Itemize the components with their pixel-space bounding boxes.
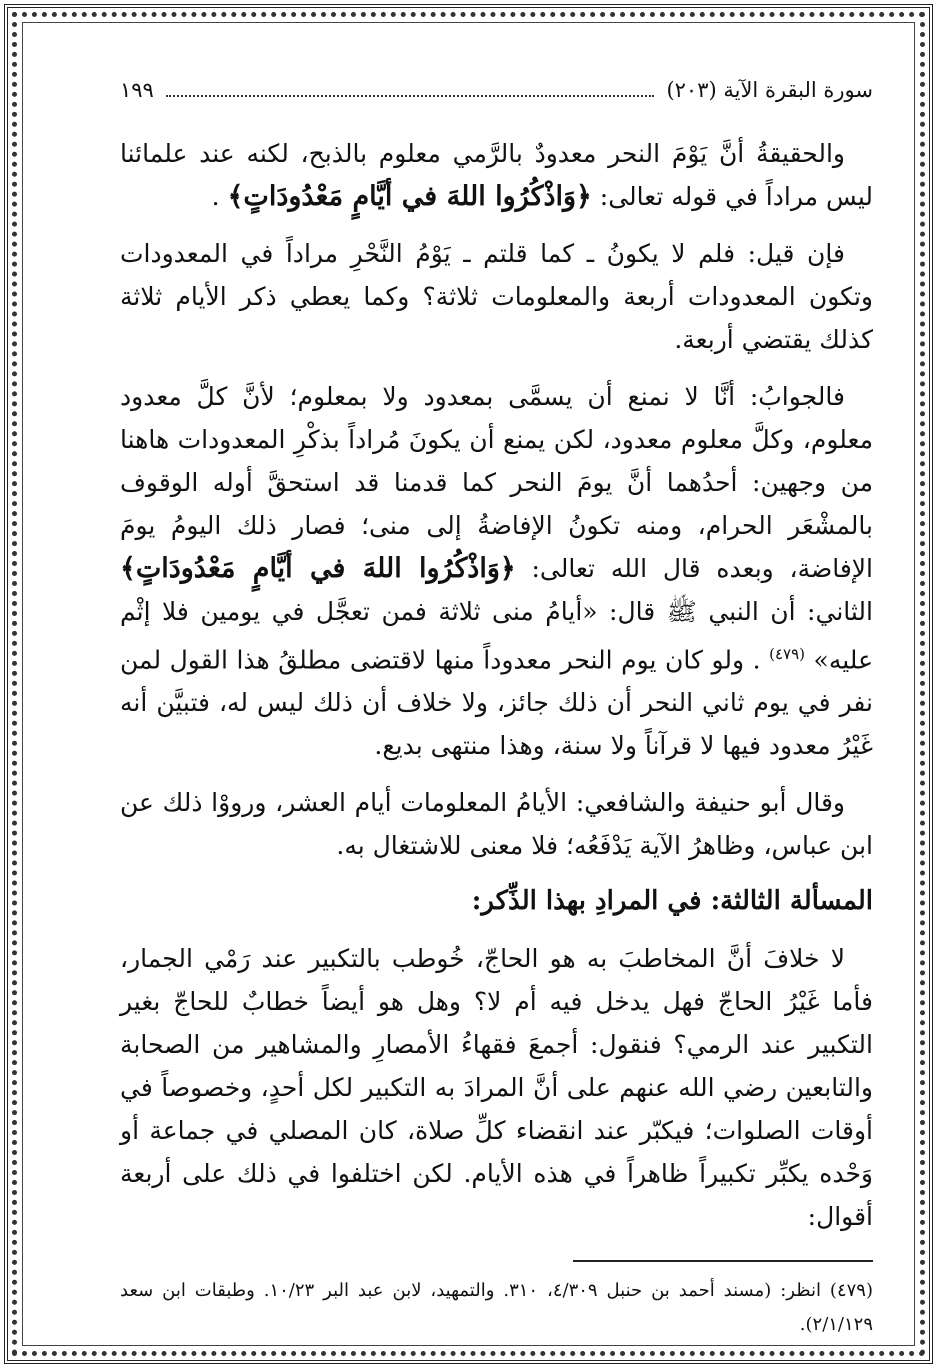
paragraph-3-text-a: فالجوابُ: أنَّا لا نمنع أن يسمَّى بمعدود ولا بمعلوم؛ لأنَّ كلَّ معدود معلوم، وكلَّ معلوم معدود، لكن يمنع أن يكونَ مُراداً بذكْرِ المعدودات هاهنا من وجهين: أحدُهما أنَّ يومَ النحر كما قدمنا قد استحقَّ أوله الوقوف بالمشْعَر الحرام، ومنه تكونُ الإفاضةُ إلى منى؛ فصار ذلك اليومُ يومَ الإفاضة، وبعده قال الله تعالى: [120, 382, 873, 583]
surah-title: سورة البقرة الآية (٢٠٣) [666, 78, 873, 102]
section-heading: المسألة الثالثة: في المرادِ بهذا الذِّكر: [471, 886, 873, 917]
footnote-reference[interactable]: (٤٧٩) [769, 645, 805, 663]
paragraph-2: فإن قيل: فلم لا يكونُ ـ كما قلتم ـ يَوْمُ النَّحْرِ مراداً في المعدودات وتكون المعدودات أربعة والمعلومات ثلاثة؟ وكما يعطي ذكر الأيام ثلاثة كذلك يقتضي أربعة. [120, 239, 873, 354]
paragraph-3 [120, 375, 873, 767]
paragraph-1-text: والحقيقةُ أنَّ يَوْمَ النحر معدودٌ بالرَّمي معلوم بالذبح، لكنه عند علمائنا ليس مراداً في قوله تعالى: [120, 139, 873, 211]
paragraph-3-text-b: الثاني: أن النبي ﷺ قال: «أيامُ منى ثلاثة فمن تعجَّل في يومين فلا إثْم عليه» [120, 597, 873, 675]
footnote-separator [573, 1260, 873, 1262]
paragraph-4: وقال أبو حنيفة والشافعي: الأيامُ المعلومات أيام العشر، ورووْا ذلك عن ابن عباس، وظاهرُ الآية يَدْفَعُه؛ فلا معنى للاشتغال به. [120, 788, 873, 861]
quran-verse-2: ﴿وَاذْكُرُوا اللهَ في أيَّامٍ مَعْدُودَاتٍ﴾ [120, 553, 516, 584]
paragraph-3-text-c: . ولو كان يوم النحر معدوداً منها لاقتضى مطلقُ هذا القول لمن نفر في يوم ثاني النحر أن ذلك جائز، ولا خلاف أن ذلك ليس له، فتبيَّن أنه غَيْرُ معدود فيها لا قرآناً ولا سنة، وهذا منتهى بديع. [120, 645, 873, 761]
paragraph-5: لا خلافَ أنَّ المخاطبَ به هو الحاجّ، خُوطب بالتكبير عند رَمْي الجمار، فأما غَيْرُ الحاجّ فهل يدخل فيه أم لا؟ وهل هو أيضاً خطابٌ للحاجّ بغير التكبير عند الرمي؟ فنقول: أجمعَ فقهاءُ الأمصارِ والمشاهير من الصحابة والتابعين رضي الله عنهم على أنَّ المرادَ به التكبير لكل أحدٍ، وخصوصاً في أوقات الصلوات؛ فيكبّر عند انقضاء كلِّ صلاة، كان المصلي في جماعة أو وَحْده يكبِّر تكبيراً ظاهراً في هذه الأيام. لكن اختلفوا في ذلك على أربعة أقوال: [120, 944, 873, 1232]
running-header [120, 78, 873, 102]
quran-verse-1: ﴿وَاذْكُرُوا اللهَ في أيَّامٍ مَعْدُودَاتٍ﴾ [227, 181, 592, 212]
header-dot-leader [166, 81, 655, 97]
footnote: (٤٧٩) انظر: (مسند أحمد بن حنبل ٤/٣٠٩، ٣١٠. والتمهيد، لابن عبد البر ١٠/٢٣. وطبقات ابن سعد ٢/١/١٢٩). [120, 1280, 873, 1336]
paragraph-1-end: . [211, 182, 220, 211]
page-content [120, 78, 873, 1344]
paragraph-1 [120, 132, 873, 218]
page-number: ١٩٩ [120, 78, 154, 102]
